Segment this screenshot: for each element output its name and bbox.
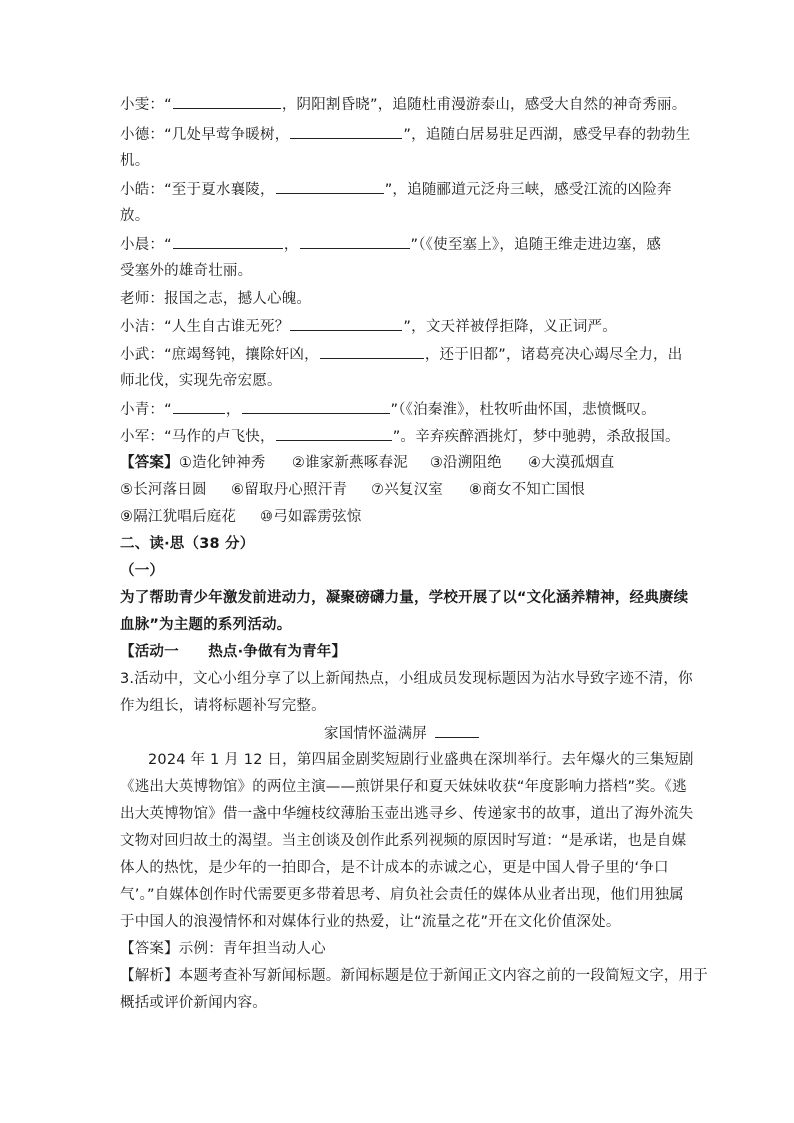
fill-blank[interactable] — [300, 234, 410, 249]
news-line: 体人的热忱，是少年的一拍即合，是不计成本的赤诚之心，更是中国人骨子里的‘争口 — [120, 860, 669, 876]
news-line: 于中国人的浪漫情怀和对媒体行业的热爱，让“流量之花”开在文化价值深处。 — [120, 914, 621, 930]
poem-line-4-cont: 受塞外的雄奇壮丽。 — [120, 263, 253, 279]
fill-blank[interactable] — [173, 94, 281, 109]
news-line: 文物对回归故土的渴望。当主创谈及创作此系列视频的原因时写道：“是承诺，也是自媒 — [120, 833, 687, 849]
fill-blank[interactable] — [276, 426, 392, 441]
answer-item: ④大漠孤烟直 — [527, 455, 615, 471]
poem-line-8: 小青：“ ， ”（《泊秦淮》，杜牧听曲怀国，悲愤慨叹。 — [120, 399, 656, 420]
intro-line-1: 为了帮助青少年激发前进动力，凝聚磅礴力量，学校开展了以“文化涵养精神，经典赓续 — [120, 590, 689, 606]
poem-line-9: 小军：“马作的卢飞快， ”。辛弃疾醉酒挑灯，梦中驰骋，杀敌报国。 — [120, 426, 680, 447]
news-line: 气’。”自媒体创作时代需要更多带着思考、肩负社会责任的媒体从业者出现，他们用独属 — [120, 887, 684, 903]
fill-blank[interactable] — [242, 399, 390, 414]
answer-item: ①造化钟神秀 — [178, 455, 266, 471]
fill-blank[interactable] — [173, 399, 225, 414]
answer-row-2 — [120, 480, 585, 500]
answer-2: 【答案】示例：青年担当动人心 — [120, 941, 326, 957]
analysis-line-2: 概括或评价新闻内容。 — [120, 995, 267, 1011]
poem-line-2-cont: 机。 — [120, 153, 150, 169]
analysis-line-1: 【解析】本题考查补写新闻标题。新闻标题是位于新闻正文内容之前的一段简短文字，用于 — [120, 968, 708, 984]
news-title: 家国情怀溢满屏 — [324, 723, 480, 744]
answer-item: ⑩弓如霹雳弦惊 — [260, 509, 362, 525]
answer-row-1 — [120, 453, 615, 473]
answer-item: ⑧商女不知亡国恨 — [469, 482, 586, 498]
title-blank[interactable] — [435, 723, 479, 738]
answer-item: ②谁家新燕啄春泥 — [291, 455, 408, 471]
poem-line-1: 小雯：“ ，阴阳割昏晓”，追随杜甫漫游泰山，感受大自然的神奇秀丽。 — [120, 94, 686, 115]
answer-item: ⑥留取丹心照汗青 — [231, 482, 348, 498]
sub-heading: （一） — [120, 563, 165, 579]
activity-heading: 【活动一 热点·争做有为青年】 — [120, 644, 347, 660]
poem-line-4: 小晨：“ ， ”（《使至塞上》，追随王维走进边塞，感 — [120, 234, 661, 255]
section-heading: 二、读·思（38 分） — [120, 536, 255, 552]
question-3-line-1: 3.活动中，文心小组分享了以上新闻热点，小组成员发现标题因为沾水导致字迹不清，你 — [120, 671, 693, 687]
answer-item: ③沿溯阻绝 — [429, 455, 502, 471]
answer-item: ⑦兴复汉室 — [371, 482, 443, 498]
teacher-line: 老师：报国之志，撼人心魄。 — [120, 291, 312, 307]
poem-line-3: 小皓：“至于夏水襄陵， ”，追随郦道元泛舟三峡，感受江流的凶险奔 — [120, 179, 672, 200]
intro-line-2: 血脉”为主题的系列活动。 — [120, 617, 292, 633]
fill-blank[interactable] — [290, 316, 402, 331]
poem-line-3-cont: 放。 — [120, 208, 150, 224]
answer-item: ⑤长河落日圆 — [120, 482, 207, 498]
news-line: 《逃出大英博物馆》的两位主演——煎饼果仔和夏天妹妹收获“年度影响力搭档”奖。《逃 — [120, 779, 687, 795]
answer-label: 【答案】 — [120, 455, 179, 471]
fill-blank[interactable] — [276, 179, 384, 194]
poem-line-6: 小洁：“人生自古谁无死？ ”，文天祥被俘拒降，义正词严。 — [120, 316, 617, 337]
poem-line-7-cont: 师北伐，实现先帝宏愿。 — [120, 373, 282, 389]
answer-item: ⑨隔江犹唱后庭花 — [120, 509, 237, 525]
news-line: 2024 年 1 月 12 日，第四届金剧奖短剧行业盛典在深圳举行。去年爆火的三集短剧 — [148, 752, 694, 768]
poem-line-2: 小德：“几处早莺争暖树， ”，追随白居易驻足西湖，感受早春的勃勃生 — [120, 124, 690, 145]
question-3-line-2: 作为组长，请将标题补写完整。 — [120, 698, 326, 714]
fill-blank[interactable] — [173, 234, 283, 249]
news-line: 出大英博物馆》借一盏中华缠枝纹薄胎玉壶出逃寻乡、传递家书的故事，道出了海外流失 — [120, 806, 694, 822]
answer-row-3 — [120, 507, 361, 527]
fill-blank[interactable] — [290, 124, 402, 139]
fill-blank[interactable] — [320, 344, 424, 359]
poem-line-7: 小武：“庶竭驽钝，攘除奸凶， ，还于旧都”，诸葛亮决心竭尽全力，出 — [120, 344, 682, 365]
